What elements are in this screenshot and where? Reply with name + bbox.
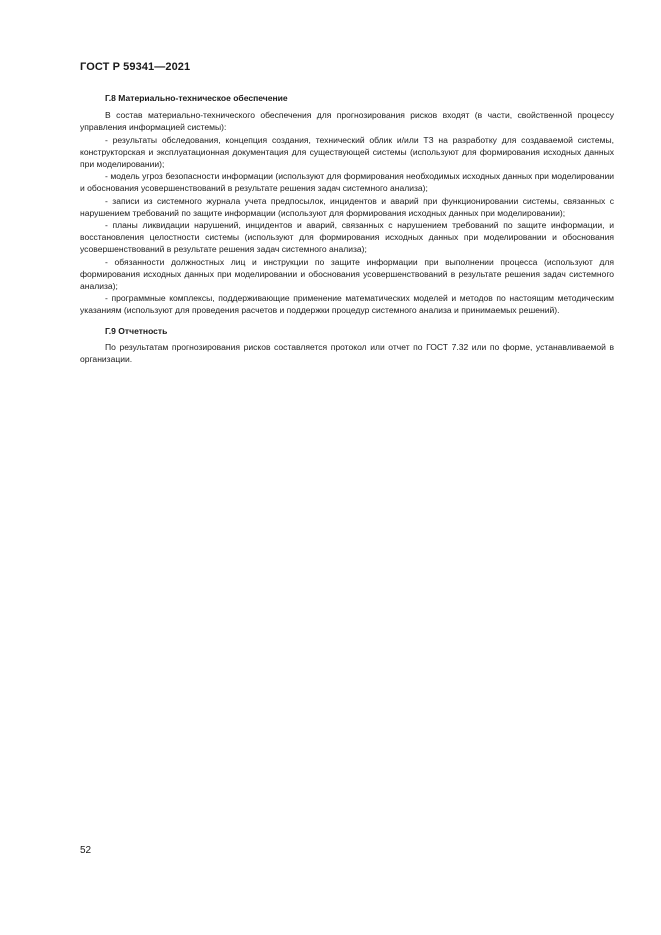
list-item: - модель угроз безопасности информации (используют для формирования необходимых исходных данных при моделировании и обоснования усовершенствований в результате решения задач системного анализа);	[80, 171, 614, 194]
document-body	[80, 92, 614, 365]
paragraph: По результатам прогнозирования рисков составляется протокол или отчет по ГОСТ 7.32 или по форме, устанавливаемой в организации.	[80, 341, 614, 365]
list-item: - планы ликвидации нарушений, инцидентов и аварий, связанных с нарушением требований по защите информации, и восстановления целостности системы (используют для формирования исходных данных при моделировании и обоснования усовершенствований в результате решения задач системного анализа);	[80, 220, 614, 255]
page-number: 52	[80, 845, 92, 856]
document-header: ГОСТ Р 59341—2021	[80, 61, 191, 73]
section-heading-g9: Г.9 Отчетность	[105, 325, 168, 336]
list-item: - результаты обследования, концепция создания, технический облик и/или ТЗ на разработку для создаваемой системы, конструкторская и эксплуатационная документация для существующей системы (используют для формирования исходных данных при моделировании);	[80, 134, 614, 170]
paragraph: В состав материально-технического обеспечения для прогнозирования рисков входят (в части, свойственной процессу управления информацией системы):	[80, 110, 614, 133]
list-item: - записи из системного журнала учета предпосылок, инцидентов и аварий при функционировании системы, связанных с нарушением требований по защите информации (используют для формирования исходных данных при моделировании);	[80, 195, 614, 218]
list-item: - программные комплексы, поддерживающие применение математических моделей и методов по настоящим методическим указаниям (используют для проведения расчетов и поддержки процедур системного анализа и принимаемых решений).	[80, 293, 614, 316]
list-item: - обязанности должностных лиц и инструкции по защите информации при выполнении процесса (используют для формирования исходных данных при моделировании и обоснования усовершенствований в результате решения задач системного анализа);	[80, 256, 614, 292]
section-heading-g8: Г.8 Материально-техническое обеспечение	[105, 93, 288, 103]
